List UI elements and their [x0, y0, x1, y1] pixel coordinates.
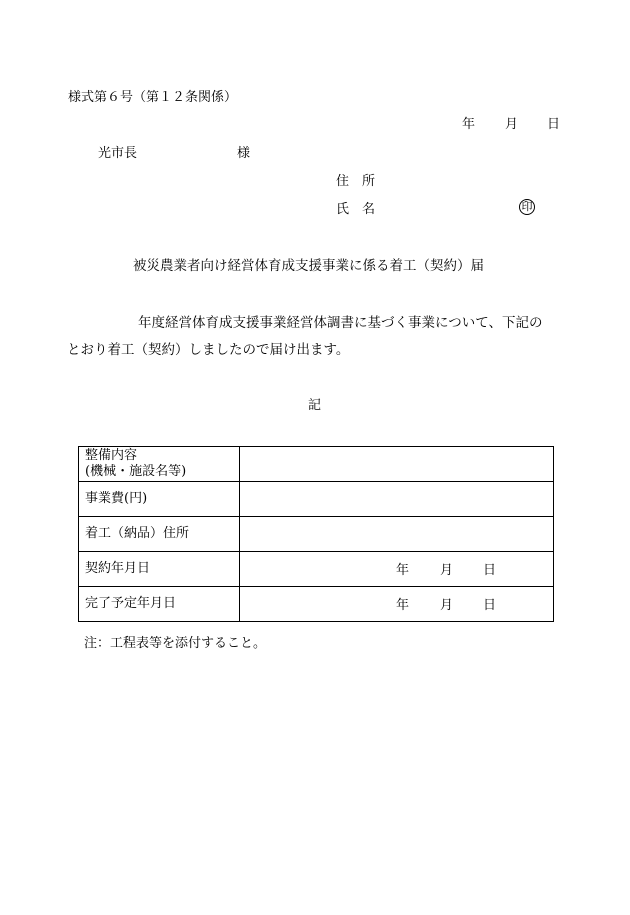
date-month: 月 [505, 117, 519, 132]
seal-mark-icon: 印 [519, 199, 535, 215]
row-label-contract-date: 契約年月日 [79, 552, 240, 587]
attachment-note: 注：工程表等を添付すること。 [84, 636, 267, 651]
label-line: (機械・施設名等) [85, 464, 187, 479]
site-address-field[interactable] [240, 517, 554, 552]
table-row [79, 517, 554, 552]
submission-date [462, 117, 560, 133]
label-line: 整備内容 [85, 448, 138, 463]
form-number: 様式第６号（第１２条関係） [68, 90, 238, 105]
document-title: 被災農業者向け経営体育成支援事業に係る着工（契約）届 [133, 258, 484, 274]
contract-date-field[interactable] [240, 552, 554, 587]
day-label: 日 [483, 563, 497, 578]
ki-heading: 記 [308, 398, 322, 413]
row-label-address: 着工（納品）住所 [79, 517, 240, 552]
body-text-line2: とおり着工（契約）しましたので届け出ます。 [67, 342, 350, 358]
row-label-cost: 事業費(円) [79, 482, 240, 517]
addressee-honorific: 様 [237, 146, 251, 161]
completion-date-field[interactable] [240, 587, 554, 622]
table-row [79, 587, 554, 622]
body-text-line1: 年度経営体育成支援事業経営体調書に基づく事業について、下記の [138, 315, 543, 331]
table-row [79, 552, 554, 587]
row-label-equipment [79, 447, 240, 482]
table-row [79, 447, 554, 482]
month-label: 月 [440, 563, 454, 578]
details-table [78, 446, 554, 622]
row-label-completion-date: 完了予定年月日 [79, 587, 240, 622]
date-year: 年 [462, 117, 476, 132]
year-label: 年 [396, 598, 410, 613]
equipment-field[interactable] [240, 447, 554, 482]
date-day: 日 [547, 117, 561, 132]
name-label: 氏 名 [336, 202, 376, 217]
year-label: 年 [396, 563, 410, 578]
table-row [79, 482, 554, 517]
address-label: 住 所 [336, 174, 376, 189]
day-label: 日 [483, 598, 497, 613]
addressee-mayor: 光市長 [98, 146, 138, 161]
month-label: 月 [440, 598, 454, 613]
cost-field[interactable] [240, 482, 554, 517]
